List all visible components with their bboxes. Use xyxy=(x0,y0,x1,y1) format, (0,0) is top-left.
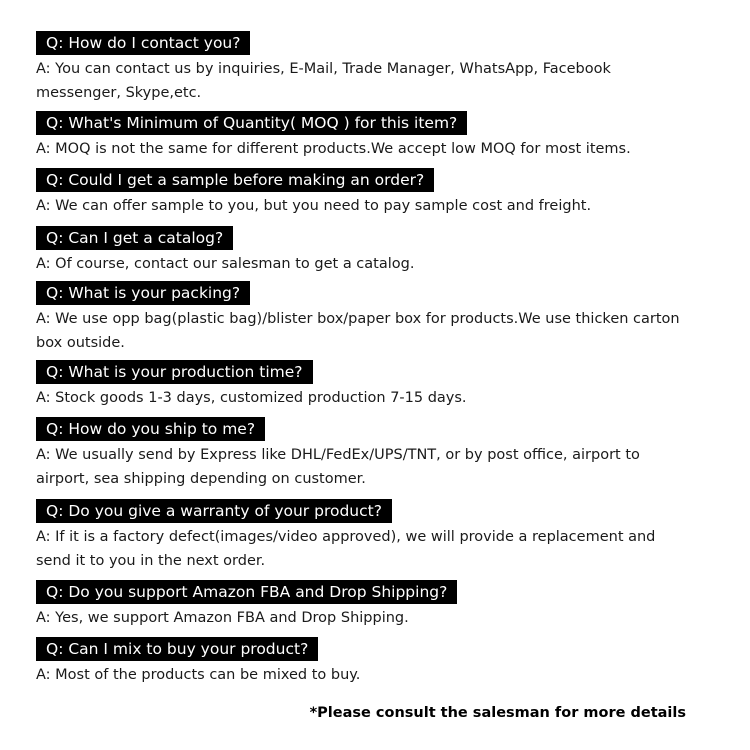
faq-item xyxy=(36,31,716,105)
faq-answer: A: You can contact us by inquiries, E-Mail, Trade Manager, WhatsApp, Facebook messenger, Skype,etc. xyxy=(36,61,611,101)
faq-item xyxy=(36,168,716,218)
faq-question: Q: Can I get a catalog? xyxy=(36,226,233,250)
faq-item xyxy=(36,580,716,630)
faq-question: Q: What's Minimum of Quantity( MOQ ) for this item? xyxy=(36,111,467,135)
faq-answer: A: Stock goods 1-3 days, customized production 7-15 days. xyxy=(36,390,467,406)
footer-note: *Please consult the salesman for more details xyxy=(309,705,686,721)
faq-item xyxy=(36,281,716,355)
faq-answer: A: Yes, we support Amazon FBA and Drop Shipping. xyxy=(36,610,409,626)
faq-answer: A: Most of the products can be mixed to buy. xyxy=(36,667,361,683)
faq-answer: A: We use opp bag(plastic bag)/blister box/paper box for products.We use thicken carton box outside. xyxy=(36,311,680,351)
faq-question: Q: Do you give a warranty of your product? xyxy=(36,499,392,523)
faq-question: Q: Could I get a sample before making an order? xyxy=(36,168,434,192)
faq-answer: A: Of course, contact our salesman to get a catalog. xyxy=(36,256,415,272)
faq-item xyxy=(36,360,716,410)
faq-answer: A: If it is a factory defect(images/video approved), we will provide a replacement and send it to you in the next order. xyxy=(36,529,656,569)
faq-question: Q: How do I contact you? xyxy=(36,31,250,55)
faq-item xyxy=(36,499,716,573)
faq-item xyxy=(36,417,716,491)
faq-answer: A: We usually send by Express like DHL/FedEx/UPS/TNT, or by post office, airport to airport, sea shipping depending on customer. xyxy=(36,447,640,487)
faq-item xyxy=(36,111,716,161)
faq-item xyxy=(36,637,716,687)
faq-question: Q: What is your packing? xyxy=(36,281,250,305)
faq-question: Q: Can I mix to buy your product? xyxy=(36,637,318,661)
faq-question: Q: What is your production time? xyxy=(36,360,313,384)
faq-answer: A: MOQ is not the same for different products.We accept low MOQ for most items. xyxy=(36,141,631,157)
faq-question: Q: Do you support Amazon FBA and Drop Shipping? xyxy=(36,580,457,604)
faq-item xyxy=(36,226,716,276)
faq-question: Q: How do you ship to me? xyxy=(36,417,265,441)
faq-answer: A: We can offer sample to you, but you need to pay sample cost and freight. xyxy=(36,198,592,214)
